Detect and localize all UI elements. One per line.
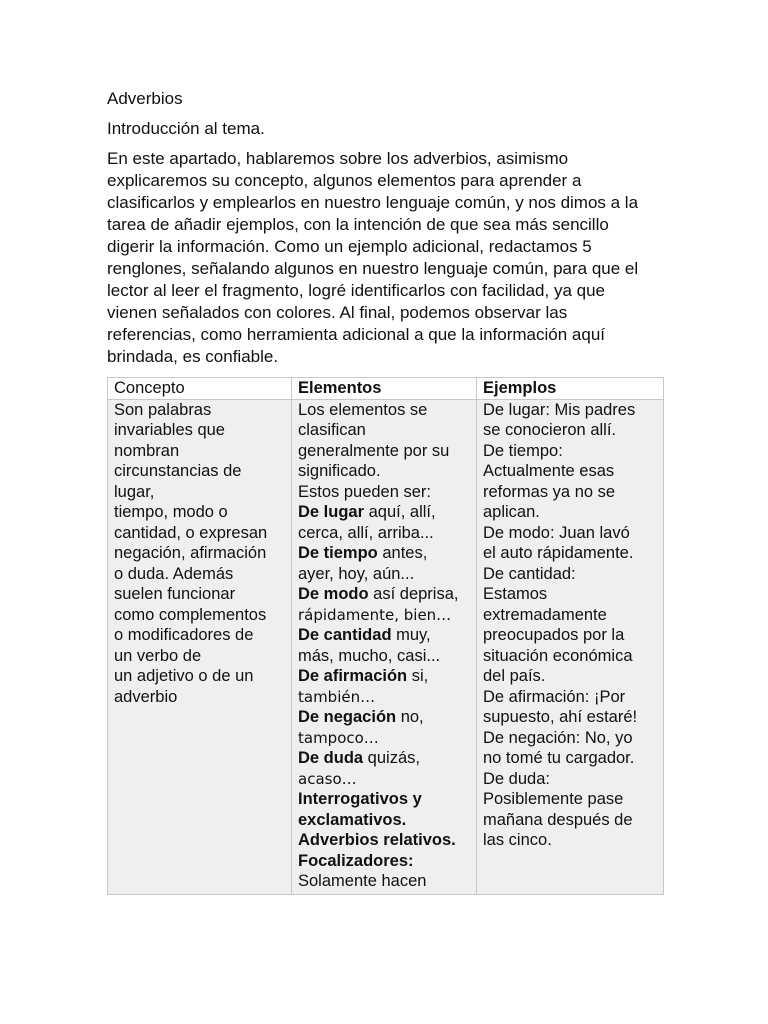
elementos-line: significado.	[298, 462, 381, 480]
tiempo-examples-2: ayer, hoy, aún...	[298, 564, 415, 583]
cantidad-term: De cantidad	[298, 626, 392, 644]
ejemplos-line: mañana después de	[483, 810, 633, 829]
ejemplos-line: De afirmación: ¡Por	[483, 687, 626, 706]
ejemplos-line: De negación: No, yo	[483, 728, 633, 747]
modo-examples-2: rápidamente, bien…	[298, 605, 452, 624]
paragraph-line: renglones, señalando algunos en nuestro lenguaje común, para que el	[107, 259, 639, 278]
document-page	[107, 88, 663, 895]
ejemplos-line: preocupados por la	[483, 626, 625, 644]
paragraph-line: tarea de añadir ejemplos, con la intención de que sea más sencillo	[107, 215, 609, 234]
duda-examples: quizás,	[363, 749, 420, 767]
elementos-line: Estos pueden ser:	[298, 482, 431, 501]
paragraph-line: clasificarlos y emplearlos en nuestro lenguaje común, y nos dimos a la	[107, 193, 639, 212]
tiempo-line	[298, 543, 470, 564]
lugar-examples-2: cerca, allí, arriba...	[298, 523, 434, 542]
negacion-line	[298, 707, 470, 728]
exclamativos-term: exclamativos.	[298, 810, 407, 829]
duda-examples-2: acaso…	[298, 769, 357, 788]
ejemplos-line: aplican.	[483, 503, 540, 521]
concepto-line: lugar,	[114, 482, 155, 501]
concepto-cell	[108, 399, 292, 894]
lugar-line	[298, 502, 470, 523]
concepto-line: Son palabras	[114, 400, 212, 419]
paragraph-line: referencias, como herramienta adicional a que la información aquí	[107, 325, 605, 344]
table-row	[108, 399, 664, 894]
duda-line	[298, 748, 470, 769]
ejemplos-line: supuesto, ahí estaré!	[483, 708, 638, 726]
ejemplos-line: no tomé tu cargador.	[483, 749, 635, 767]
intro-heading: Introducción al tema.	[107, 119, 265, 138]
afirmacion-term: De afirmación	[298, 667, 408, 685]
concepto-line: invariables que	[114, 421, 225, 439]
concepto-line: negación, afirmación	[114, 544, 267, 562]
concepto-line: adverbio	[114, 687, 178, 706]
ejemplos-line: De duda:	[483, 769, 550, 788]
paragraph-line: explicaremos su concepto, algunos elementos para aprender a	[107, 171, 582, 190]
afirmacion-examples-2: también…	[298, 687, 376, 706]
focalizadores-term: Focalizadores:	[298, 851, 414, 870]
relativos-term: Adverbios relativos.	[298, 831, 456, 849]
cantidad-examples: muy,	[391, 626, 431, 644]
header-ejemplos: Ejemplos	[477, 378, 664, 400]
ejemplos-line: De tiempo:	[483, 441, 563, 460]
interrogativos-term: Interrogativos y	[298, 790, 422, 808]
concepto-line: tiempo, modo o	[114, 503, 228, 521]
paragraph-line: digerir la información. Como un ejemplo adicional, redactamos 5	[107, 237, 592, 256]
ejemplos-line: extremadamente	[483, 605, 607, 624]
negacion-term: De negación	[298, 708, 397, 726]
ejemplos-line: De modo: Juan lavó	[483, 523, 630, 542]
negacion-examples-2: tampoco…	[298, 728, 379, 747]
ejemplos-line: reformas ya no se	[483, 482, 616, 501]
modo-examples: así deprisa,	[368, 585, 459, 603]
header-concepto: Concepto	[108, 378, 292, 400]
header-elementos: Elementos	[292, 378, 477, 400]
ejemplos-line: De cantidad:	[483, 564, 576, 583]
ejemplos-line: Actualmente esas	[483, 462, 615, 480]
afirmacion-line	[298, 666, 470, 687]
paragraph-line: brindada, es confiable.	[107, 347, 279, 366]
tiempo-term: De tiempo	[298, 544, 378, 562]
lugar-term: De lugar	[298, 503, 365, 521]
ejemplos-line: Posiblemente pase	[483, 790, 624, 808]
concepto-line: suelen funcionar	[114, 585, 236, 603]
adverbs-table	[107, 377, 664, 895]
elementos-line: clasifican	[298, 421, 366, 439]
concepto-line: o modificadores de	[114, 626, 254, 644]
ejemplos-line: las cinco.	[483, 831, 552, 849]
elementos-line: generalmente por su	[298, 441, 450, 460]
modo-line	[298, 584, 470, 605]
cantidad-line	[298, 625, 470, 646]
concepto-line: cantidad, o expresan	[114, 523, 268, 542]
cantidad-examples-2: más, mucho, casi...	[298, 646, 441, 665]
ejemplos-line: el auto rápidamente.	[483, 544, 634, 562]
elementos-cell	[292, 399, 477, 894]
ejemplos-cell	[477, 399, 664, 894]
document-title: Adverbios	[107, 89, 183, 108]
ejemplos-line: se conocieron allí.	[483, 421, 616, 439]
tiempo-examples: antes,	[377, 544, 428, 562]
ejemplos-line: del país.	[483, 667, 546, 685]
lugar-examples: aquí, allí,	[364, 503, 436, 521]
ejemplos-line: De lugar: Mis padres	[483, 400, 636, 419]
concepto-line: un adjetivo o de un	[114, 667, 254, 685]
concepto-line: un verbo de	[114, 646, 202, 665]
paragraph-line: vienen señalados con colores. Al final, podemos observar las	[107, 303, 568, 322]
duda-term: De duda	[298, 749, 364, 767]
table-header-row	[108, 378, 664, 400]
ejemplos-line: Estamos	[483, 585, 548, 603]
negacion-examples: no,	[396, 708, 424, 726]
elementos-line: Los elementos se	[298, 400, 428, 419]
elementos-line: Solamente hacen	[298, 872, 427, 890]
afirmacion-examples: si,	[407, 667, 429, 685]
modo-term: De modo	[298, 585, 369, 603]
paragraph-line: En este apartado, hablaremos sobre los adverbios, asimismo	[107, 149, 569, 168]
ejemplos-line: situación económica	[483, 646, 633, 665]
concepto-line: o duda. Además	[114, 564, 234, 583]
concepto-line: nombran	[114, 441, 180, 460]
paragraph-line: lector al leer el fragmento, logré identificarlos con facilidad, ya que	[107, 281, 605, 300]
concepto-line: circunstancias de	[114, 462, 242, 480]
intro-paragraph	[107, 148, 663, 368]
concepto-line: como complementos	[114, 605, 267, 624]
